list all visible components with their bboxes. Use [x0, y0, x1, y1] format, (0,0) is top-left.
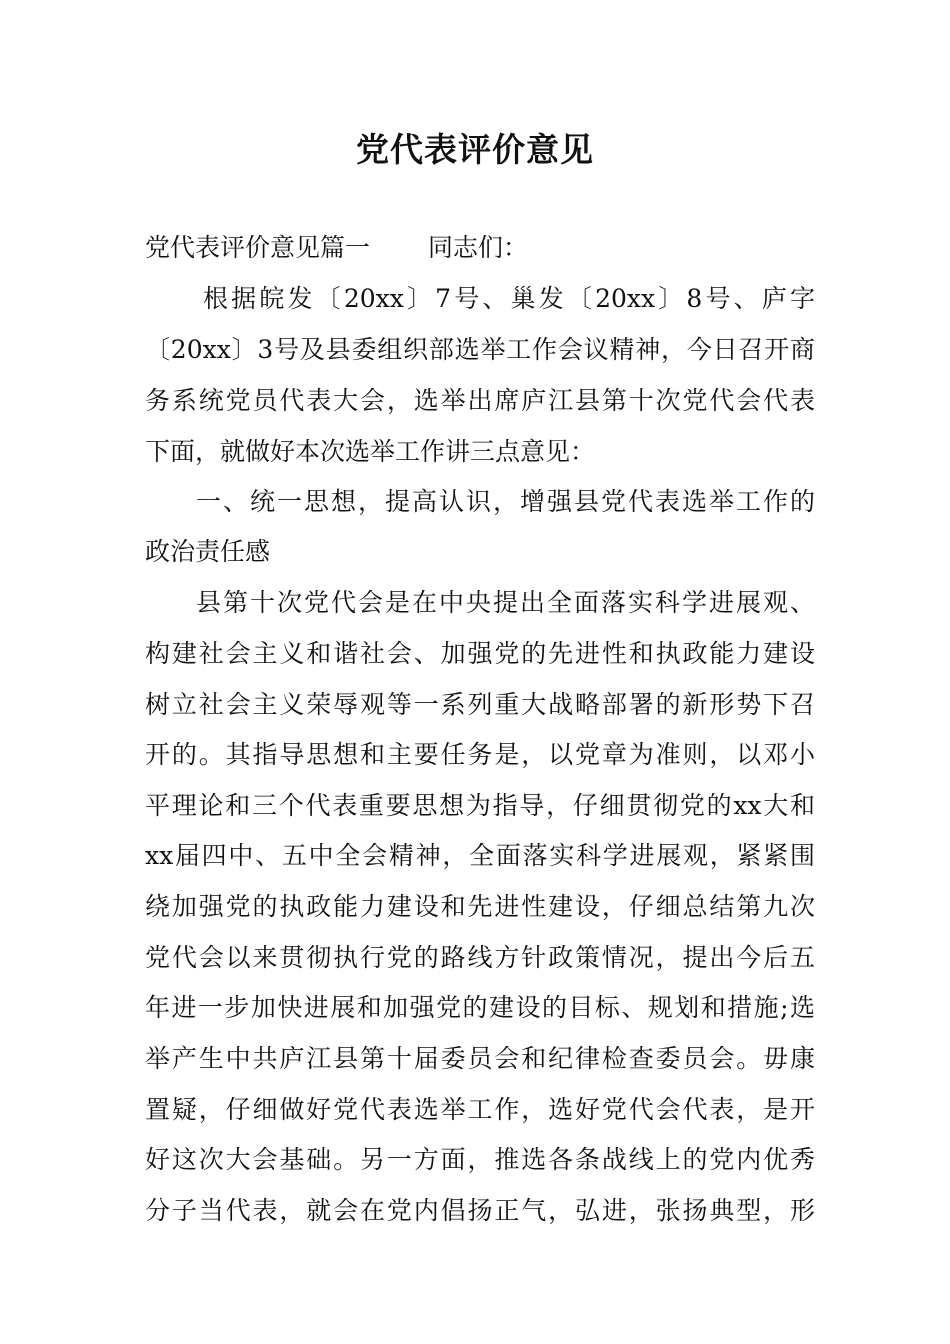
document-title: 党代表评价意见 — [356, 130, 594, 169]
text-line: 好这次大会基础。另一方面，推选各条战线上的党内优秀 — [145, 1145, 815, 1174]
text-line: 举产生中共庐江县第十届委员会和纪律检查委员会。毋康 — [145, 1044, 815, 1073]
text-line: xx届四中、五中全会精神，全面落实科学进展观，紧紧围 — [145, 841, 815, 870]
section-heading-line: 一、统一思想，提高认识，增强县党代表选举工作的 — [196, 487, 815, 516]
text-line: 务系统党员代表大会，选举出席庐江县第十次党代会代表 — [145, 386, 815, 415]
text-line: 树立社会主义荣辱观等一系列重大战略部署的新形势下召 — [145, 690, 815, 719]
text-line: 绕加强党的执政能力建设和先进性建设，仔细总结第九次 — [145, 892, 815, 921]
text-line: 县第十次党代会是在中央提出全面落实科学进展观、 — [196, 588, 815, 617]
salutation: 同志们： — [428, 233, 529, 262]
heading-prefix: 党代表评价意见篇一 — [145, 233, 371, 262]
text-line: 根据皖发〔20xx〕7号、巢发〔20xx〕8号、庐字 — [203, 284, 815, 313]
heading-line — [145, 230, 815, 266]
text-line: 平理论和三个代表重要思想为指导，仔细贯彻党的xx大和 — [145, 791, 815, 820]
text-line: 分子当代表，就会在党内倡扬正气，弘进，张扬典型，形 — [145, 1196, 815, 1225]
text-line: 构建社会主义和谐社会、加强党的先进性和执政能力建设 — [145, 639, 815, 668]
section-heading-line: 政治责任感 — [145, 537, 271, 566]
text-line: 开的。其指导思想和主要任务是，以党章为准则，以邓小 — [145, 740, 815, 769]
text-line: 〔20xx〕3号及县委组织部选举工作会议精神，今日召开商 — [145, 335, 815, 364]
text-line: 年进一步加快进展和加强党的建设的目标、规划和措施;选 — [145, 993, 815, 1022]
text-line: 置疑，仔细做好党代表选举工作，选好党代会代表，是开 — [145, 1095, 815, 1124]
text-line: 下面，就做好本次选举工作讲三点意见： — [145, 437, 596, 466]
text-line: 党代会以来贯彻执行党的路线方针政策情况，提出今后五 — [145, 943, 815, 972]
